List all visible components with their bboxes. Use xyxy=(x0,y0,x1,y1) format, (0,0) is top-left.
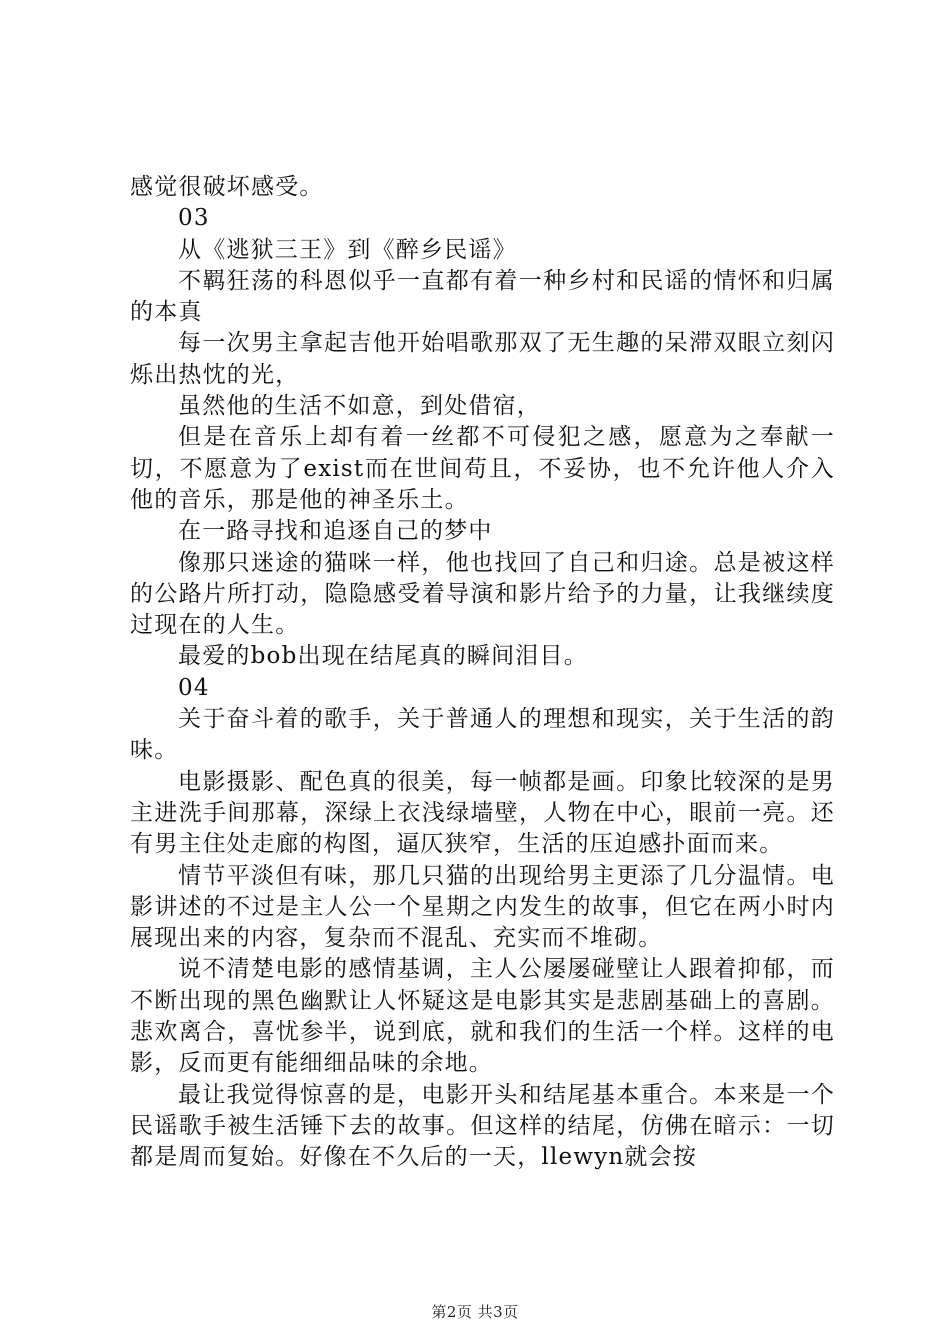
paragraph-13: 电影摄影、配色真的很美，每一帧都是画。印象比较深的是男主进洗手间那幕，深绿上衣浅绿墙壁，人物在中心，眼前一亮。还有男主住处走廊的构图，逼仄狭窄，生活的压迫感扑面而来。 xyxy=(130,768,835,858)
paragraph-8: 在一路寻找和追逐自己的梦中 xyxy=(178,518,493,545)
paragraph-10: 最爱的bob出现在结尾真的瞬间泪目。 xyxy=(178,643,588,670)
paragraph-4: 不羁狂荡的科恩似乎一直都有着一种乡村和民谣的情怀和归属的本真 xyxy=(130,267,835,326)
paragraph-5: 每一次男主拿起吉他开始唱歌那双了无生趣的呆滞双眼立刻闪烁出热忱的光， xyxy=(130,330,835,388)
paragraph-7: 但是在音乐上却有着一丝都不可侵犯之感，愿意为之奉献一切，不愿意为了exist而在世间苟且，不妥协，也不允许他人介入他的音乐，那是他的神圣乐土。 xyxy=(130,424,835,513)
paragraph-1: 感觉很破坏感受。 xyxy=(130,174,324,200)
paragraph-16: 最让我觉得惊喜的是，电影开头和结尾基本重合。本来是一个民谣歌手被生活锤下去的故事。但这样的结尾，仿佛在暗示：一切都是周而复始。好像在不久后的一天，llewyn就会按 xyxy=(130,1081,835,1171)
paragraph-15: 说不清楚电影的感情基调，主人公屡屡碰壁让人跟着抑郁，而不断出现的黑色幽默让人怀疑这是电影其实是悲剧基础上的喜剧。悲欢离合，喜忧参半，说到底，就和我们的生活一个样。这样的电影，反而更有能细细品味的余地。 xyxy=(130,956,835,1077)
paragraph-14: 情节平淡但有味，那几只猫的出现给男主更添了几分温情。电影讲述的不过是主人公一个星期之内发生的故事，但它在两小时内展现出来的内容，复杂而不混乱、充实而不堆砌。 xyxy=(130,862,835,952)
paragraph-9: 像那只迷途的猫咪一样，他也找回了自己和归途。总是被这样的公路片所打动，隐隐感受着导演和影片给予的力量，让我继续度过现在的人生。 xyxy=(130,549,835,639)
document-body xyxy=(130,172,835,1174)
page-footer: 第2页 共3页 xyxy=(431,1303,519,1321)
paragraph-6: 虽然他的生活不如意，到处借宿， xyxy=(178,393,541,420)
section-number-04: 04 xyxy=(178,674,210,701)
section-number-03: 03 xyxy=(178,205,210,232)
paragraph-12: 关于奋斗着的歌手，关于普通人的理想和现实，关于生活的韵味。 xyxy=(130,706,835,764)
section-heading: 从《逃狱三王》到《醉乡民谣》 xyxy=(178,236,517,263)
